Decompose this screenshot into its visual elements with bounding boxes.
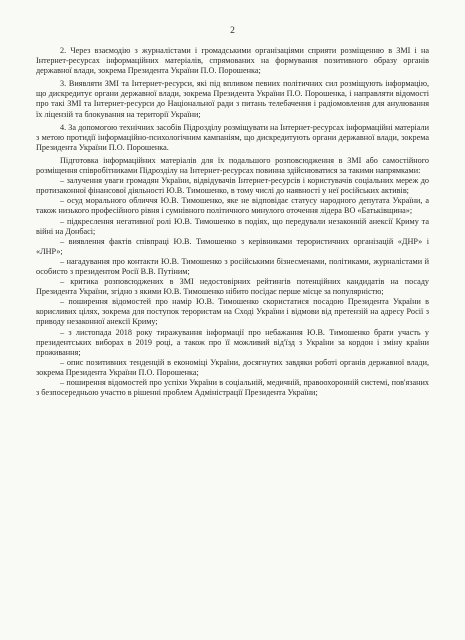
document-body bbox=[36, 46, 429, 398]
paragraph-item-3: 3. Виявляти ЗМІ та Інтернет-ресурси, які під впливом певних політичних сил розміщують інформацію, що дискредитує органи державної влади, зокрема Президента України П.О. Порошенка, і направляти відомості про такі ЗМІ та Інтернет-ресурси до Національної ради з питань телебачення і радіомовлення для анулювання їх ліцензій та блокування на території України; bbox=[36, 79, 429, 119]
direction-item: – поширення відомостей про успіхи України в соціальній, медичній, правоохоронній системі, пов'язаних з безпосередньою участю в рішенні проблем Адміністрації Президента України; bbox=[36, 378, 429, 398]
direction-item: – виявлення фактів співпраці Ю.В. Тимошенко з керівниками терористичних організацій «ДНР» і «ЛНР»; bbox=[36, 236, 429, 256]
paragraph-directions-intro: Підготовка інформаційних матеріалів для їх подальшого розповсюдження в ЗМІ або самостійного розміщення співробітниками Підрозділу на Інтернет-ресурсах повинна здійснюватися за такими напрямками: bbox=[36, 155, 429, 176]
direction-item: – опис позитивних тенденцій в економіці України, досягнутих завдяки роботі органів державної влади, зокрема Президента України П.О. Порошенка; bbox=[36, 357, 429, 377]
direction-item: – залучення уваги громадян України, відвідувачів Інтернет-ресурсів і користувачів соціальних мереж до протизаконної фінансової діяльності Ю.В. Тимошенко, в тому числі до наявності у неї російських активів; bbox=[36, 176, 429, 196]
direction-item: – поширення відомостей про намір Ю.В. Тимошенко скористатися посадою Президента України в корисливих цілях, зокрема для поступок терористам на Сході України і відмови від претензій на адресу Росії з приводу незаконної анексії Криму; bbox=[36, 297, 429, 327]
paragraph-item-4: 4. За допомогою технічних засобів Підрозділу розміщувати на Інтернет-ресурсах інформаційні матеріали з метою протидії інформаційно-психологічним кампаніям, що дискредитують органи державної влади, зокрема Президента України П.О. Порошенка. bbox=[36, 122, 429, 152]
direction-item: – нагадування про контакти Ю.В. Тимошенко з російськими бізнесменами, політиками, журналістами й особисто з президентом Росії В.В. Путіним; bbox=[36, 256, 429, 276]
direction-item: – критика розповсюджених в ЗМІ недостовірних рейтингів потенційних кандидатів на посаду Президента України, згідно з якими Ю.В. Тимошенко нібито посідає перше місце за популярністю; bbox=[36, 277, 429, 297]
page-number: 2 bbox=[230, 26, 235, 36]
paragraph-item-2: 2. Через взаємодію з журналістами і громадськими організаціями сприяти розміщенню в ЗМІ і на Інтернет-ресурсах інформаційних матеріалів, спрямованих на формування позитивного образу органів державної влади, зокрема Президента України П.О. Порошенка; bbox=[36, 46, 429, 76]
direction-item: – осуд морального обличчя Ю.В. Тимошенко, яке не відповідає статусу народного депутата України, а також низького професійного рівня і сумнівного політичного минулого оточення лідера ВО «Батьківщина»; bbox=[36, 196, 429, 216]
direction-item: – підкреслення негативної ролі Ю.В. Тимошенко в подіях, що передували незаконній анексії Криму та війні на Донбасі; bbox=[36, 216, 429, 236]
direction-item: – з листопада 2018 року тиражування інформації про небажання Ю.В. Тимошенко брати участь у президентських виборах в 2019 році, а також про її можливий від'їзд з України за кордон і зміну країни проживання; bbox=[36, 327, 429, 357]
